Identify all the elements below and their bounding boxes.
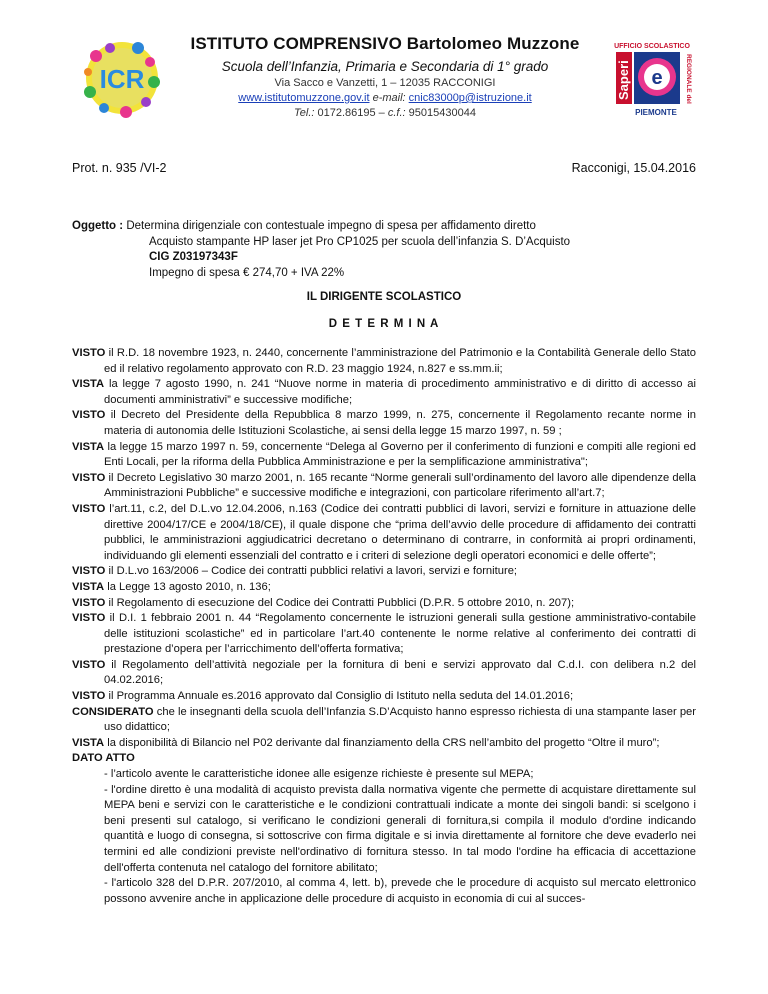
recital-keyword: VISTO <box>72 409 106 422</box>
website-link[interactable]: www.istitutomuzzone.gov.it <box>238 92 370 104</box>
dato-atto-item: - l'ordine diretto è una modalità di acquisto prevista dalla normativa vigente che permette di acquistare direttamente sul MEPA beni e servizi con le caratteristiche e le condizioni contrattuali indicate a monte dei singoli bandi: si scelgono i beni presenti sul catalogo, si verificano le condizioni generali di fornitura,si compila il modulo d'ordine indicando quantità e luogo di consegna, si sottoscrive con firma digitale e si invia direttamente al fornitore che deve evaderlo nei termini ed alle condizioni previste nell'ordinativo di fornitura stesso. In tal modo l'ordine ha efficacia di accettazione dell'offerta contenuta nel catalogo del fornitore abilitato; <box>104 783 696 874</box>
icr-logo <box>80 38 164 118</box>
recital-paragraph <box>72 596 696 612</box>
recital-paragraph <box>72 502 696 564</box>
cig-code: CIG Z03197343F <box>149 251 238 263</box>
subject-block <box>72 219 692 281</box>
recital-text: l’art.11, c.2, del D.L.vo 12.04.2006, n.163 (Codice dei contratti pubblici di lavori, servizi e forniture in attuazione delle direttive 2004/17/CE e 2004/18/CE), il quale dispone che “prima dell’avvio delle procedure di affidamento dei contratti pubblici, le amministrazioni aggiudicatrici decretano o determinano di contrarre, in conformità ai propri ordinamenti, individuando gli elementi essenziali del contratto e i criteri di selezione degli operatori economici e delle offerte”; <box>104 502 696 562</box>
usr-piemonte-logo <box>614 40 696 118</box>
contact-line <box>170 92 600 104</box>
recital-paragraph <box>72 658 696 689</box>
email-label: e-mail: <box>372 92 406 104</box>
recital-paragraph <box>72 564 696 580</box>
recital-text: il Regolamento di esecuzione del Codice dei Contratti Pubblici (D.P.R. 5 ottobre 2010, n. 207); <box>105 596 575 609</box>
recital-keyword: VISTO <box>72 471 106 484</box>
heading-dirigente: IL DIRIGENTE SCOLASTICO <box>306 291 462 303</box>
recital-paragraph <box>72 705 696 736</box>
recital-keyword: VISTA <box>72 736 105 749</box>
cf-label: c.f.: <box>387 107 406 119</box>
school-name: ISTITUTO COMPRENSIVO Bartolomeo Muzzone <box>190 34 580 53</box>
recital-paragraph <box>72 611 696 658</box>
document-body <box>72 346 696 907</box>
subject-line-2: Acquisto stampante HP laser jet Pro CP1025 per scuola dell’infanzia S. D’Acquisto <box>149 235 571 248</box>
recital-keyword: DATO ATTO <box>72 752 135 765</box>
svg-text:Saperi: Saperi <box>616 60 631 100</box>
recital-keyword: VISTA <box>72 440 105 453</box>
recital-keyword: VISTO <box>72 347 106 359</box>
recital-text: il D.L.vo 163/2006 – Codice dei contratti pubblici relativi a lavori, servizi e forniture; <box>105 565 518 578</box>
cf-value: 95015430044 <box>408 107 476 119</box>
recital-paragraph <box>72 471 696 502</box>
recital-paragraph <box>72 377 696 408</box>
spending-commitment: Impegno di spesa € 274,70 + IVA 22% <box>149 266 345 279</box>
recital-paragraph <box>72 408 696 439</box>
tel-label: Tel.: <box>294 107 315 119</box>
recital-text: il Decreto Legislativo 30 marzo 2001, n. 165 recante “Norme generali sull’ordinamento del lavoro alle dipendenze della Amministrazioni Pubbliche” e successive modifiche e integrazioni, con particolare riferimento all’art.7; <box>104 471 696 500</box>
place-date: Racconigi, 15.04.2016 <box>571 161 696 175</box>
recital-text: il R.D. 18 novembre 1923, n. 2440, concernente l’amministrazione del Patrimonio e la Contabilità Generale dello Stato ed il relativo regolamento approvato con R.D. 23 maggio 1924, n.827 e ss.mm.ii; <box>104 347 696 375</box>
recital-keyword: VISTA <box>72 378 105 391</box>
subject-label: Oggetto : <box>72 220 124 232</box>
svg-text:UFFICIO SCOLASTICO: UFFICIO SCOLASTICO <box>614 43 690 50</box>
recital-paragraph <box>72 751 696 767</box>
recital-keyword: VISTO <box>72 612 106 625</box>
school-address: Via Sacco e Vanzetti, 1 – 12035 RACCONIGI <box>274 77 496 89</box>
recital-keyword: VISTO <box>72 658 106 671</box>
svg-text:ICR: ICR <box>99 64 145 94</box>
subject-line-1: Determina dirigenziale con contestuale impegno di spesa per affidamento diretto <box>126 220 536 232</box>
school-subtitle: Scuola dell’Infanzia, Primaria e Secondaria di 1° grado <box>221 59 549 74</box>
protocol-number: Prot. n. 935 /VI-2 <box>72 161 167 175</box>
recital-paragraph <box>72 689 696 705</box>
recital-keyword: CONSIDERATO <box>72 705 154 718</box>
recital-text: il Programma Annuale es.2016 approvato dal Consiglio di Istituto nella seduta del 14.01.2016; <box>105 690 574 703</box>
recital-text: che le insegnanti della scuola dell’Infanzia S.D’Acquisto hanno espresso richiesta di una stampante laser per uso didattico; <box>104 705 696 734</box>
tel-line <box>170 107 600 119</box>
recital-text: il D.I. 1 febbraio 2001 n. 44 “Regolamento concernente le istruzioni generali sulla gestione amministrativo-contabile delle istituzioni scolastiche” ed in particolare l’art.40 contenente le norme relative al conferimento dei contratti di prestazione d’opera per l’arricchimento dell’offerta formativa; <box>104 612 696 656</box>
recital-text: il Decreto del Presidente della Repubblica 8 marzo 1999, n. 275, concernente il Regolamento recante norme in materia di autonomia delle Istituzioni Scolastiche, ai sensi della legge 15 marzo 1997, n. 59 ; <box>104 409 696 437</box>
svg-text:e: e <box>651 67 663 89</box>
svg-text:REGIONALE del: REGIONALE del <box>685 54 692 104</box>
dato-atto-item: - l'articolo 328 del D.P.R. 207/2010, al comma 4, lett. b), prevede che le procedure di acquisto sul mercato elettronico possono avvenire anche in applicazione delle procedure di acquisto in economia di cui al succes- <box>104 877 696 905</box>
recital-paragraph <box>72 580 696 596</box>
recital-text: la disponibilità di Bilancio nel P02 derivante dal finanziamento della CRS nell’ambito del progetto “Oltre il muro”; <box>104 736 660 749</box>
recital-text: il Regolamento dell’attività negoziale per la fornitura di beni e servizi approvato dal C.d.I. con delibera n.2 del 04.02.2016; <box>104 658 696 687</box>
email-link[interactable]: cnic83000p@istruzione.it <box>408 92 532 104</box>
recital-paragraph <box>72 736 696 752</box>
recital-keyword: VISTO <box>72 502 106 515</box>
dato-atto-item: - l’articolo avente le caratteristiche idonee alle esigenze richieste è presente sul MEPA; <box>104 768 534 781</box>
tel-value: 0172.86195 – <box>317 107 385 119</box>
heading-determina: D E T E R M I N A <box>328 318 440 330</box>
svg-text:PIEMONTE: PIEMONTE <box>635 108 677 117</box>
recital-text: la Legge 13 agosto 2010, n. 136; <box>104 580 271 593</box>
recital-text: la legge 15 marzo 1997 n. 59, concernente “Delega al Governo per il conferimento di funzioni e compiti alle regioni ed Enti Locali, per la riforma della Pubblica Amministrazione e per la semplificazione amministrativa"; <box>104 440 696 469</box>
recital-text: la legge 7 agosto 1990, n. 241 “Nuove norme in materia di procedimento amministrativo e di diritto di accesso ai documenti amministrativi” e successive modifiche; <box>104 378 696 406</box>
recital-keyword: VISTA <box>72 580 105 593</box>
recital-paragraph <box>72 440 696 471</box>
recital-keyword: VISTO <box>72 565 106 578</box>
letterhead <box>170 34 600 119</box>
recital-paragraph <box>72 346 696 377</box>
recital-keyword: VISTO <box>72 596 106 609</box>
recital-keyword: VISTO <box>72 690 106 703</box>
